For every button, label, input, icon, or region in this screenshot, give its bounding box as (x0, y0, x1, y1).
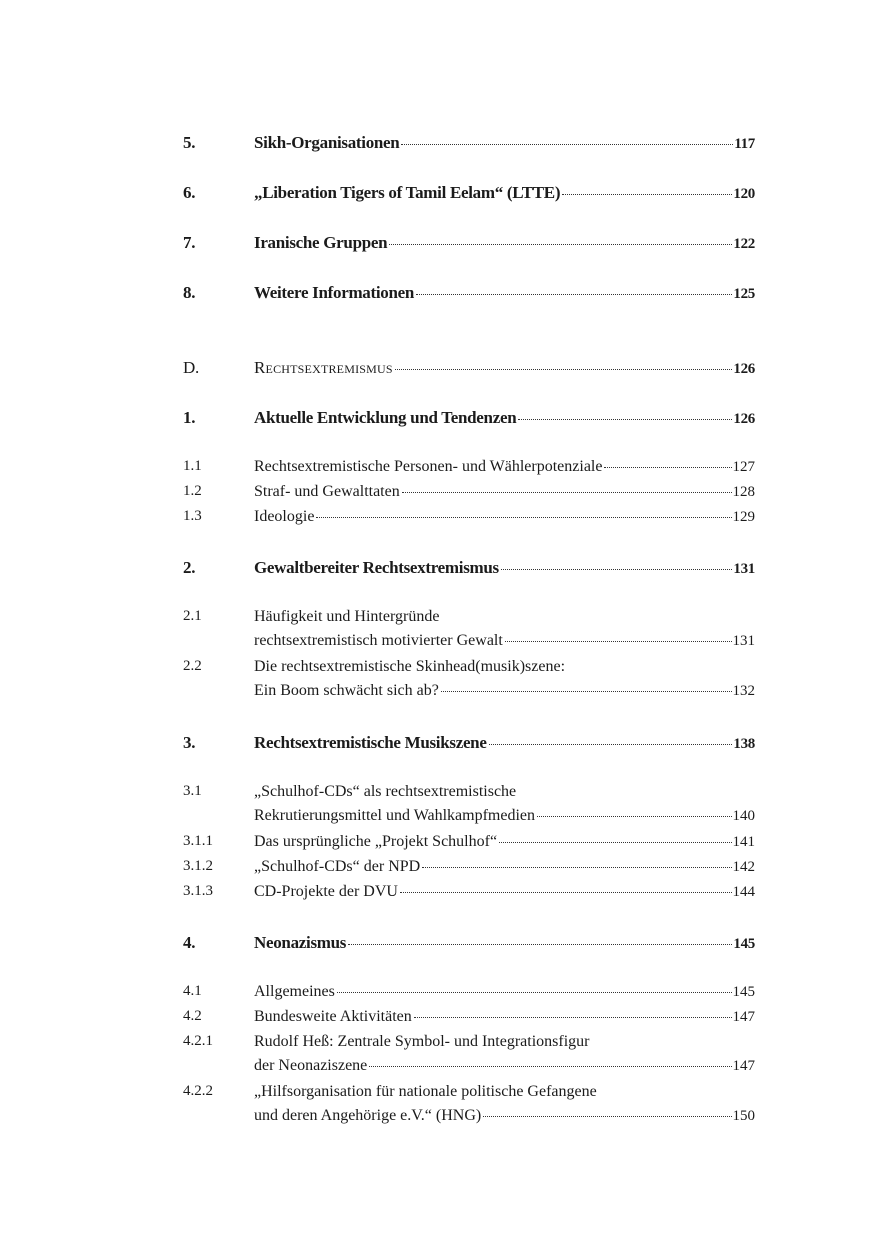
dot-leader (489, 744, 733, 745)
toc-title-line1: Häufigkeit und Hintergründe (254, 608, 440, 625)
toc-title-line2: rechtsextremistisch motivierter Gewalt (254, 632, 503, 649)
toc-title: Rechtsextremistische Musikszene (254, 733, 487, 752)
dot-leader (416, 294, 732, 295)
toc-number: 8. (183, 283, 196, 302)
toc-number: 4.2 (183, 1008, 202, 1024)
dot-leader (537, 816, 731, 817)
toc-title: Rechtsextremismus (254, 358, 393, 377)
dot-leader (483, 1116, 731, 1117)
toc-number: 4.2.2 (183, 1083, 213, 1099)
toc-title-line2: Rekrutierungsmittel und Wahlkampfmedien (254, 807, 536, 824)
dot-leader (518, 419, 732, 420)
toc-page: 120 (733, 186, 755, 202)
toc-page: 142 (732, 859, 755, 875)
dot-leader (337, 992, 732, 993)
toc-number: 3.1.3 (183, 883, 213, 899)
dot-leader (401, 144, 733, 145)
toc-title-line1: Die rechtsextremistische Skinhead(musik)szene: (254, 658, 566, 675)
toc-page: 145 (733, 936, 755, 952)
dot-leader (604, 467, 731, 468)
toc-title: CD-Projekte der DVU (254, 883, 398, 900)
toc-title: Straf- und Gewalttaten (254, 483, 400, 500)
toc-number: 1.3 (183, 508, 202, 524)
toc-number: 2.1 (183, 608, 202, 624)
toc-number: 1.1 (183, 458, 202, 474)
toc-number: 3.1.2 (183, 858, 213, 874)
dot-leader (400, 892, 732, 893)
toc-number: 5. (183, 133, 196, 152)
toc-page: 117 (734, 136, 755, 152)
toc-title: Allgemeines (254, 983, 335, 1000)
toc-page: 141 (732, 834, 755, 850)
toc-number: D. (183, 358, 199, 377)
dot-leader (369, 1066, 731, 1067)
toc-page: 144 (732, 884, 755, 900)
toc-number: 2.2 (183, 658, 202, 674)
toc-title: „Schulhof-CDs“ der NPD (254, 858, 421, 875)
toc-page: 131 (733, 561, 755, 577)
dot-leader (422, 867, 731, 868)
toc-number: 3.1 (183, 783, 202, 799)
toc-title: Neonazismus (254, 933, 347, 952)
toc-title-line1: Rudolf Heß: Zentrale Symbol- und Integrationsfigur (254, 1033, 590, 1050)
toc-page: 132 (732, 683, 755, 699)
toc-title: Das ursprüngliche „Projekt Schulhof“ (254, 833, 498, 850)
toc-number: 6. (183, 183, 196, 202)
toc-title: Iranische Gruppen (254, 233, 388, 252)
toc-page: 122 (733, 236, 755, 252)
toc-number: 3. (183, 733, 196, 752)
toc-page: 125 (733, 286, 755, 302)
toc-page: 140 (732, 808, 755, 824)
dot-leader (414, 1017, 732, 1018)
toc-page: 145 (732, 984, 755, 1000)
dot-leader (505, 641, 732, 642)
toc-page: 138 (733, 736, 755, 752)
toc-number: 1.2 (183, 483, 202, 499)
toc-title-line1: „Schulhof-CDs“ als rechtsextremistische (254, 783, 517, 800)
toc-page: 127 (732, 459, 755, 475)
dot-leader (441, 691, 732, 692)
toc-title: Gewaltbereiter Rechtsextremismus (254, 558, 499, 577)
toc-title: Aktuelle Entwicklung und Tendenzen (254, 408, 517, 427)
toc-page: 147 (732, 1009, 755, 1025)
toc-title: Rechtsextremistische Personen- und Wählerpotenziale (254, 458, 603, 475)
dot-leader (395, 369, 733, 370)
toc-title: Weitere Informationen (254, 283, 415, 302)
dot-leader (501, 569, 733, 570)
toc-number: 4. (183, 933, 196, 952)
toc-number: 4.1 (183, 983, 202, 999)
toc-number: 7. (183, 233, 196, 252)
toc-title-line2: Ein Boom schwächt sich ab? (254, 682, 439, 699)
toc-title-line2: der Neonaziszene (254, 1057, 368, 1074)
toc-title: „Liberation Tigers of Tamil Eelam“ (LTTE) (254, 183, 561, 202)
toc-number: 1. (183, 408, 196, 427)
toc-page: 126 (733, 411, 755, 427)
toc-title: Bundesweite Aktivitäten (254, 1008, 412, 1025)
toc-number: 3.1.1 (183, 833, 213, 849)
dot-leader (499, 842, 731, 843)
dot-leader (562, 194, 732, 195)
toc-page: 150 (732, 1108, 755, 1124)
dot-leader (402, 492, 732, 493)
dot-leader (316, 517, 731, 518)
toc-page: 147 (732, 1058, 755, 1074)
toc-page: 129 (732, 509, 755, 525)
toc-page: 126 (733, 361, 755, 377)
toc-title-line2: und deren Angehörige e.V.“ (HNG) (254, 1107, 482, 1124)
toc-page: 128 (732, 484, 755, 500)
dot-leader (348, 944, 732, 945)
toc-title: Sikh-Organisationen (254, 133, 400, 152)
toc-number: 2. (183, 558, 196, 577)
dot-leader (389, 244, 732, 245)
toc-number: 4.2.1 (183, 1033, 213, 1049)
toc-title: Ideologie (254, 508, 315, 525)
toc-page: 131 (732, 633, 755, 649)
toc-title-line1: „Hilfsorganisation für nationale politische Gefangene (254, 1083, 597, 1100)
